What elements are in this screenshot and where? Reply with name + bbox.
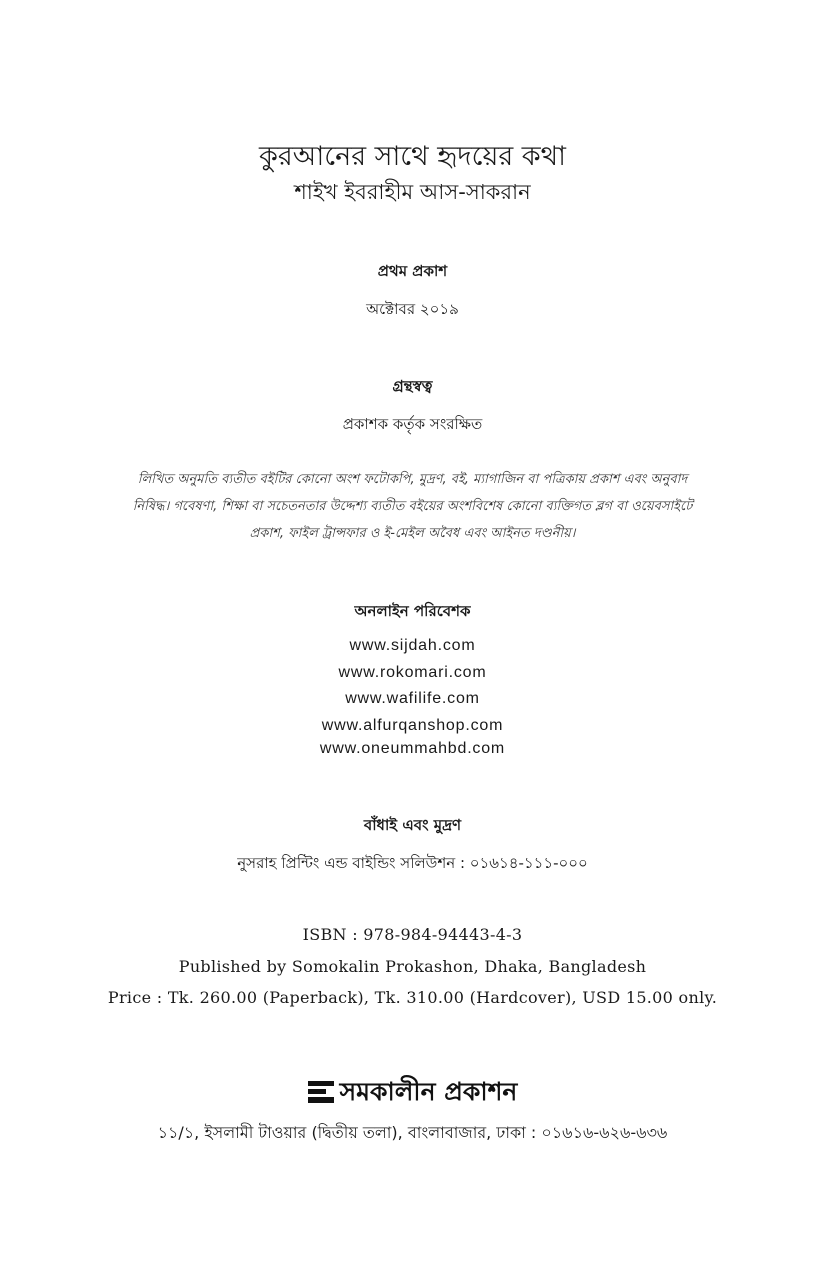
publisher-logo-text: সমকালীন প্রকাশন [339,1077,518,1106]
isbn-text: ISBN : 978-984-94443-4-3 [302,925,523,944]
copyright-heading: গ্রন্থস্বত্ব [392,377,433,395]
published-by-text: Published by Somokalin Prokashon, Dhaka, Bangladesh [178,957,647,976]
edition-heading: প্রথম প্রকাশ [377,262,448,280]
copyright-notice-line: নিষিদ্ধ। গবেষণা, শিক্ষা বা সচেতনতার উদ্দেশ্য ব্যতীত বইয়ের অংশবিশেষ কোনো ব্যক্তিগত ব্লগ বা ওয়েবসাইটে [132,499,693,514]
distributor-link[interactable]: www.sijdah.com [349,637,476,654]
publisher-logo-mark-icon [308,1081,334,1103]
publisher-address: ১১/১, ইসলামী টাওয়ার (দ্বিতীয় তলা), বাংলাবাজার, ঢাকা : ০১৬১৬-৬২৬-৬৩৬ [157,1123,668,1142]
binding-heading: বাঁধাই এবং মুদ্রণ [363,816,462,834]
copyright-notice-line: লিখিত অনুমতি ব্যতীত বইটির কোনো অংশ ফটোকপি, মুদ্রণ, বই, ম্যাগাজিন বা পত্রিকায় প্রকাশ এবং অনুবাদ [137,472,688,487]
distributor-link[interactable]: www.alfurqanshop.com [321,717,504,734]
distributor-link[interactable]: www.rokomari.com [338,664,487,681]
book-title: কুরআনের সাথে হৃদয়ের কথা [259,141,566,172]
edition-date: অক্টোবর ২০১৯ [366,300,459,318]
book-author: শাইখ ইবরাহীম আস-সাকরান [294,180,531,204]
distributor-link[interactable]: www.oneummahbd.com [319,740,506,757]
publisher-logo [0,1072,825,1115]
copyright-notice-line: প্রকাশ, ফাইল ট্রান্সফার ও ই-মেইল অবৈধ এবং আইনত দণ্ডনীয়। [249,526,576,541]
distributors-heading: অনলাইন পরিবেশক [354,602,471,620]
copyright-text: প্রকাশক কর্তৃক সংরক্ষিত [342,415,483,433]
price-text: Price : Tk. 260.00 (Paperback), Tk. 310.00 (Hardcover), USD 15.00 only. [107,988,718,1007]
binding-text: নুসরাহ প্রিন্টিং এন্ড বাইন্ডিং সলিউশন : ০১৬১৪-১১১-০০০ [237,854,588,872]
distributor-link[interactable]: www.wafilife.com [345,690,480,707]
